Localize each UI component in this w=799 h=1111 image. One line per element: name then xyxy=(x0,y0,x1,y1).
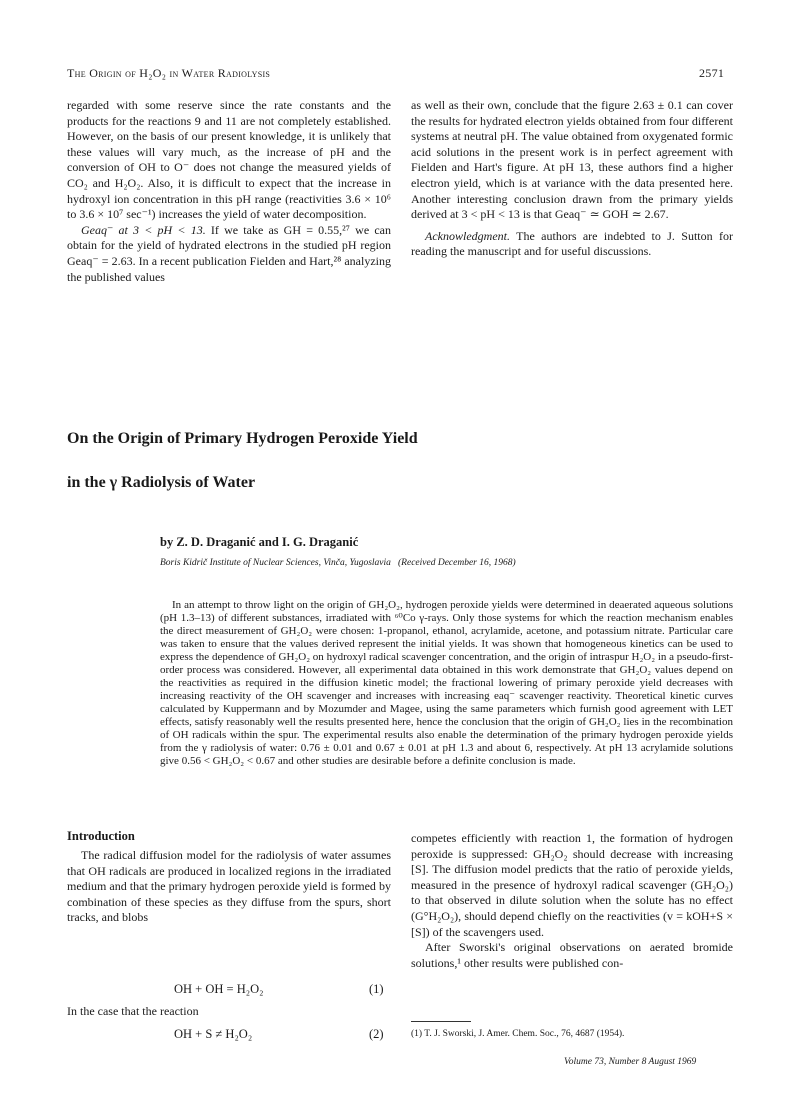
equation-1-number: (1) xyxy=(369,982,384,996)
paragraph: as well as their own, conclude that the figure 2.63 ± 0.1 can cover the results for hydrated electron yields obtained from four different systems at neutral pH. The value obtained from oxygenated formic acid solutions in the present work is in perfect agreement with Fielden and Hart's figure. At pH 13, these authors find a higher electron yield, which is at variance with the data presented here. Another interesting conclusion drawn from the primary yields derived at 3 < pH < 13 is that Geaq⁻ ≃ GOH ≃ 2.67. xyxy=(411,98,734,222)
top-left-column xyxy=(67,98,391,285)
paragraph: In the case that the reaction xyxy=(67,1004,199,1018)
intro-left-continued xyxy=(67,1004,391,1020)
paragraph: regarded with some reserve since the rate constants and the products for the reactions 9 and 11 are not completely established. However, on the basis of our present knowledge, it is unlikely that these values will vary much, as the increase of pH and the conversion of OH to O⁻ does not change the measured yields of CO₂ and H₂O₂. Also, it is difficult to expect that the increase in hydroxyl ion concentration in this pH range (reactivities 3.6 × 10⁶ to 3.6 × 10⁷ sec⁻¹) increases the yield of water decomposition. xyxy=(67,98,391,222)
page-number: 2571 xyxy=(699,66,725,80)
equation-2: OH + S ≠ H₂O₂ xyxy=(174,1027,253,1041)
abstract-text: In an attempt to throw light on the origin of GH₂O₂, hydrogen peroxide yields were determined in deaerated aqueous solutions (pH 1.3–13) of different substances, irradiated with ⁶⁰Co γ-rays. Only those systems for which the reaction mechanism enables the direct measurement of GH₂O₂ were chosen: 1-propanol, ethanol, acrylamide, acetone, and potassium nitrate. Particular care was taken to ensure that the values derived represent the initial yields. It was shown that homogeneous kinetics can be used to express the dependence of GH₂O₂ on hydroxyl radical scavenger concentration, and the origin of intraspur H₂O₂ in a pseudo-first-order process was considered. However, all experimental data obtained in this work demonstrate that GH₂O₂ values depend on the reactivities as required in the diffusion kinetic model; the fractional lowering of primary peroxide yield decreases with increasing reactivity of the OH scavenger and increases with increasing eaq⁻ scavenger reactivity. Theoretical kinetic curves calculated by Kuppermann and by Mozumder and Magee, using the same parameters which furnish good agreement with LET effects, satisfy reasonably well the results presented here, hence the conclusion that the origin of GH₂O₂ lies in the recombination of OH radicals within the spur. The experimental results also enable the determination of the primary hydrogen peroxide yields from the γ radiolysis of water: 0.76 ± 0.01 and 0.67 ± 0.01 at pH 1.3 and about 6, respectively. At pH 13 acrylamide solutions give 0.56 < GH₂O₂ < 0.67 and other studies are desirable before a definite conclusion is made. xyxy=(160,599,733,767)
article-title-line1: On the Origin of Primary Hydrogen Peroxide Yield xyxy=(67,430,418,447)
paragraph xyxy=(67,223,391,285)
intro-right-column xyxy=(411,831,733,971)
paragraph: After Sworski's original observations on aerated bromide solutions,¹ other results were published con- xyxy=(411,940,733,970)
introduction-heading: Introduction xyxy=(67,829,135,843)
running-title: The Origin of H₂O₂ in Water Radiolysis xyxy=(67,66,271,80)
top-right-column xyxy=(411,98,733,260)
abstract xyxy=(160,599,733,768)
acknowledgment xyxy=(411,229,733,260)
acknowledgment-lead: Acknowledgment. xyxy=(425,228,510,243)
paragraph: The radical diffusion model for the radiolysis of water assumes that OH radicals are produced in localized regions in the irradiated medium and that the primary hydrogen peroxide yield is formed by combination of these species as they diffuse from the spurs, short tracks, and blobs xyxy=(67,848,391,925)
affiliation xyxy=(160,558,516,568)
paragraph: competes efficiently with reaction 1, the formation of hydrogen peroxide is suppressed: GH₂O₂ should decrease with increasing [S]. The diffusion model predicts that the ratio of peroxide yields, measured in the presence of hydroxyl radical scavenger (GH₂O₂) to that observed in dilute solution when the solute has no effect (G°H₂O₂), should depend chiefly on the reactivities (v = kOH+S × [S]) of the scavengers used. xyxy=(411,831,733,939)
equation-2-number: (2) xyxy=(369,1027,384,1041)
equation-1: OH + OH = H₂O₂ xyxy=(174,982,264,996)
intro-left-column xyxy=(67,848,391,926)
affiliation-text: Boris Kidrič Institute of Nuclear Sciences, Vinča, Yugoslavia xyxy=(160,558,391,568)
article-title-line2: in the γ Radiolysis of Water xyxy=(67,474,256,491)
footnote-rule xyxy=(411,1021,471,1022)
footnote: (1) T. J. Sworski, J. Amer. Chem. Soc., 76, 4687 (1954). xyxy=(411,1029,625,1039)
paragraph-lead: Geaq⁻ at 3 < pH < 13. xyxy=(81,222,206,237)
authors: by Z. D. Draganić and I. G. Draganić xyxy=(160,535,359,549)
journal-footer: Volume 73, Number 8 August 1969 xyxy=(564,1057,697,1067)
paragraph-body: If we take as GH = 0.55,²⁷ we can obtain for the yield of hydrated electrons in the studied pH region Geaq⁻ = 2.63. In a recent publication Fielden and Hart,²⁸ analyzing the published values xyxy=(67,222,391,284)
acknowledgment-body: The authors are indebted to J. Sutton for reading the manuscript and for useful discussions. xyxy=(411,228,733,259)
received-date: (Received December 16, 1968) xyxy=(398,558,516,568)
